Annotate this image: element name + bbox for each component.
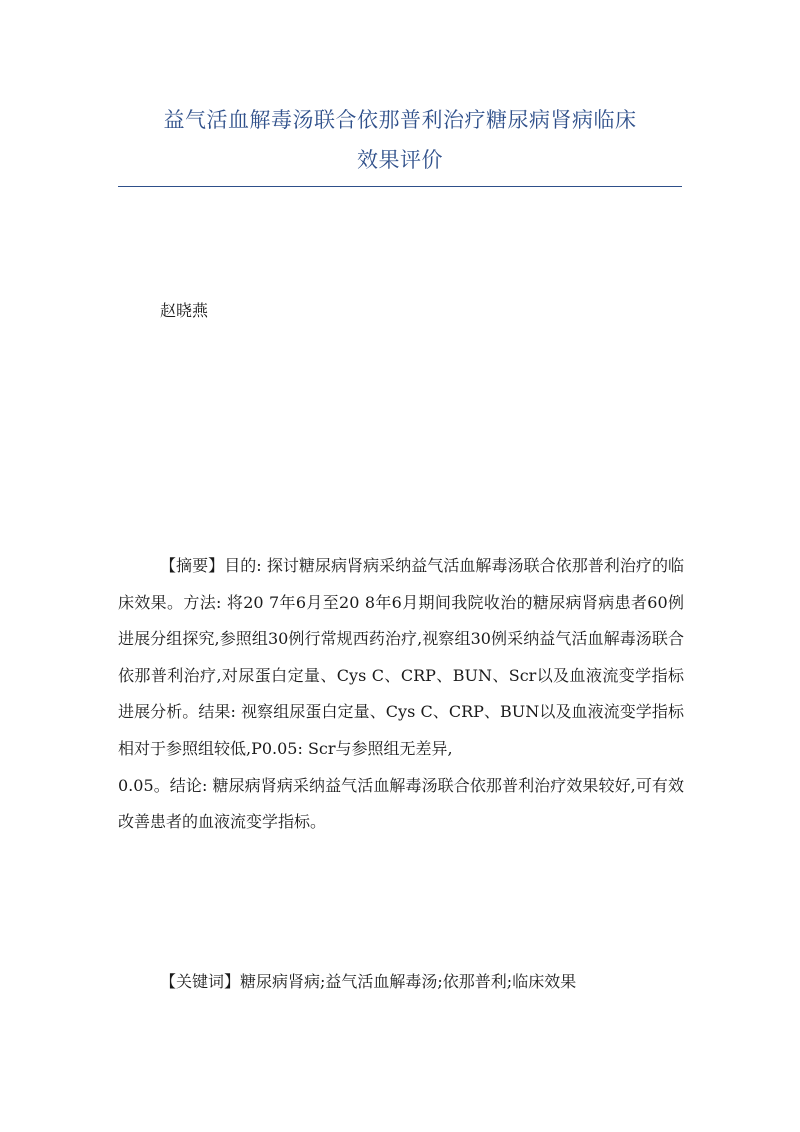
author-name: 赵晓燕 [160, 301, 209, 320]
title-line-1: 益气活血解毒汤联合依那普利治疗糖尿病肾病临床 [163, 108, 637, 132]
keywords-line [160, 968, 576, 996]
title-line-2: 效果评价 [357, 148, 443, 172]
abstract-label: 【摘要】 [160, 556, 225, 575]
keywords-label: 【关键词】 [160, 972, 241, 991]
abstract-text-1: 目的: 探讨糖尿病肾病采纳益气活血解毒汤联合依那普利治疗的临床效果。方法: 将20 7年6月至20 8年6月期间我院收治的糖尿病肾病患者60例进展分组探究,参照组30例行常规西药治疗,视察组30例采纳益气活血解毒汤联合依那普利治疗,对尿蛋白定量、Cys C、CRP、BUN、Scr以及血液流变学指标进展分析。结果: 视察组尿蛋白定量、Cys C、CRP、BUN以及血液流变学指标相对于参照组较低,P0.05: Scr与参照组无差异, [118, 556, 684, 758]
keywords-text: 糖尿病肾病;益气活血解毒汤;依那普利;临床效果 [240, 972, 577, 991]
page-title [118, 100, 682, 180]
abstract-paragraph-2 [118, 768, 684, 841]
abstract-section [118, 548, 684, 841]
abstract-text-2: 0.05。结论: 糖尿病肾病采纳益气活血解毒汤联合依那普利治疗效果较好,可有效改善患者的血液流变学指标。 [118, 775, 684, 832]
abstract-paragraph-1 [118, 548, 684, 768]
title-divider [118, 186, 682, 187]
